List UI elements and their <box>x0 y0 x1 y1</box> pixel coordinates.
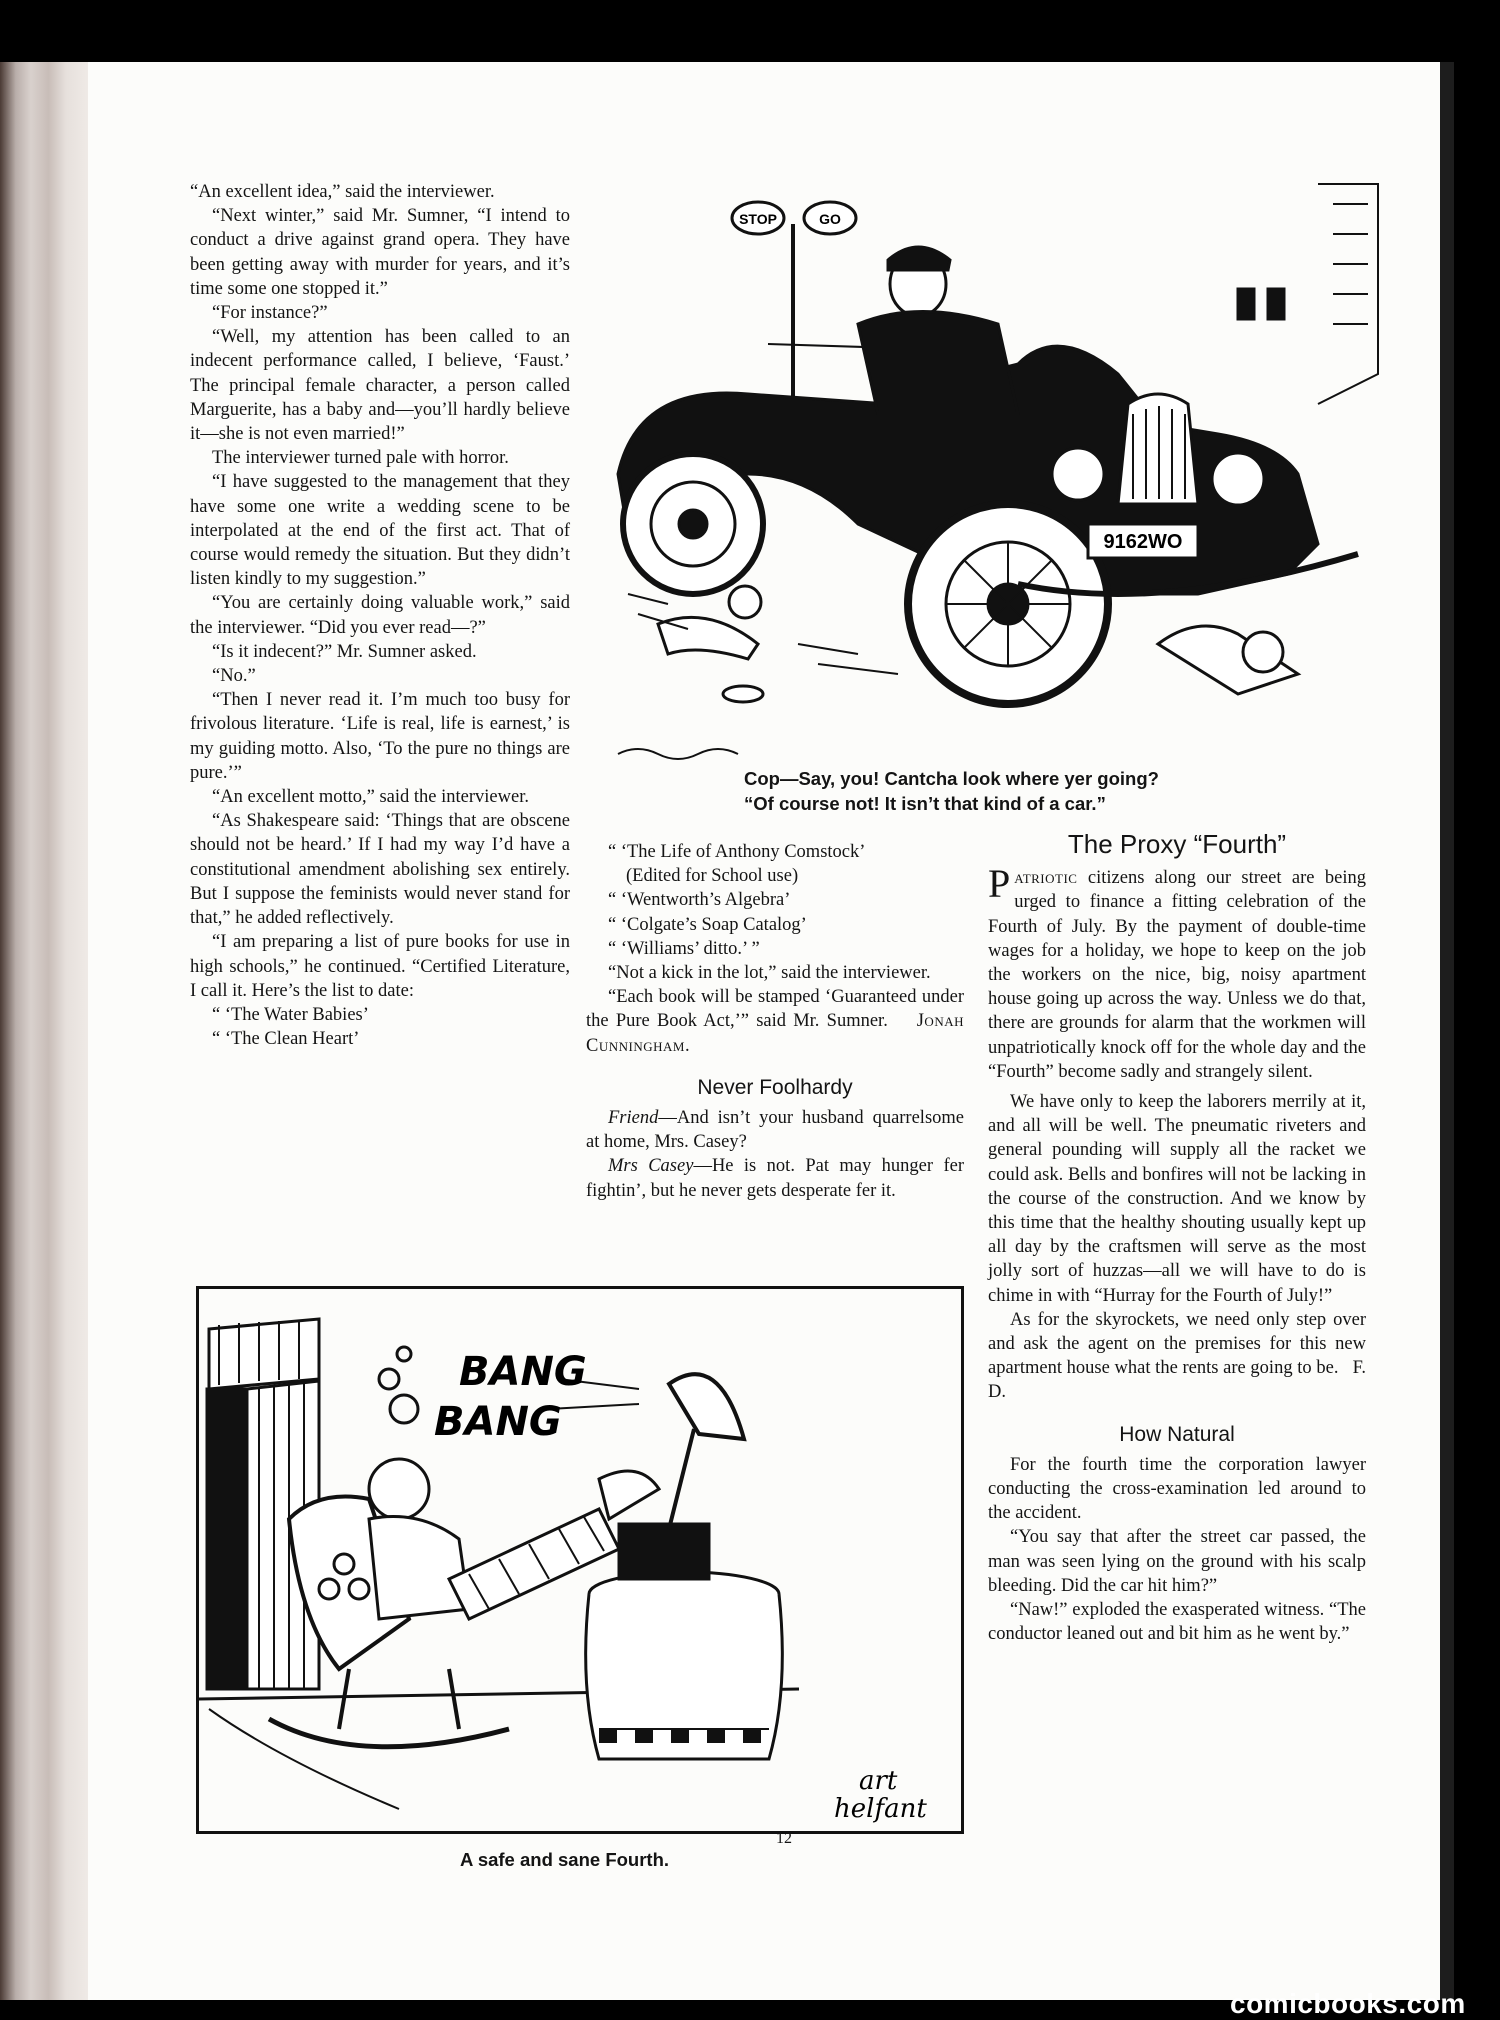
paragraph <box>988 1308 1366 1405</box>
paragraph: “For instance?” <box>212 303 328 324</box>
paragraph: “An excellent idea,” said the interviewer. <box>190 182 495 202</box>
magazine-page <box>88 62 1440 2000</box>
paragraph: “Next winter,” said Mr. Sumner, “I intend to conduct a drive against grand opera. They have been getting away with murder for years, and it’s time some one stopped it.” <box>190 206 570 299</box>
author-signature: Jonah Cunningham. <box>586 1011 964 1056</box>
lead-word: atriotic <box>1014 868 1078 889</box>
paragraph: We have only to keep the laborers merrily at it, and all will be well. The pneumatic riveters and general pounding will supply all the racket we could ask. Bells and bonfires will not be lacking in the course of the construction. And we know by this time that the healthy shouting usually kept up all day by the craftsmen will serve as the most jolly sort of huzzas—all we will have to do is chime in with “Hurray for the Fourth of July!” <box>988 1092 1366 1306</box>
book-list-item: “ ‘The Clean Heart’ <box>212 1029 360 1050</box>
paragraph: “Is it indecent?” Mr. Sumner asked. <box>212 641 477 662</box>
section-heading: How Natural <box>1119 1422 1235 1446</box>
book-list-item: “ ‘Wentworth’s Algebra’ <box>608 890 791 911</box>
book-list-item: “ ‘The Life of Anthony Comstock’ <box>608 842 866 862</box>
book-list-item: (Edited for School use) <box>626 866 799 887</box>
book-list-item: “ ‘Williams’ ditto.’ ” <box>608 938 760 959</box>
paragraph: “No.” <box>212 666 256 687</box>
book-list-item: “ ‘Colgate’s Soap Catalog’ <box>608 914 807 935</box>
bang-text: BANG <box>459 1349 587 1395</box>
speaker-label: Friend <box>608 1108 659 1129</box>
paragraph-text: citizens along our street are being urged to finance a fitting celebration of the Fourth of July. By the payment of double-time wages for a holiday, we hope to keep on the job the workers on the nice, big, noisy apartment house going up across the way. Unless we do that, there are grounds for alarm that the workmen will unpatriotically knock off for the whole day and the “Fourth” become sadly and strangely silent. <box>988 868 1366 1082</box>
book-list-item: “ ‘The Water Babies’ <box>212 1004 369 1025</box>
drop-cap: P <box>988 861 1011 907</box>
paragraph: “An excellent motto,” said the interviewer. <box>212 787 529 808</box>
paragraph: “Well, my attention has been called to an indecent performance called, I believe, ‘Faust.’ The principal female character, a person called Marguerite, has a baby and—you’ll hardly believe it—she is not even married!” <box>190 327 570 445</box>
artist-signature: art <box>859 1766 898 1796</box>
artist-signature: helfant <box>834 1794 927 1824</box>
paragraph <box>586 1106 964 1154</box>
paragraph-text: “Each book will be stamped ‘Guaranteed under the Pure Book Act,’” said Mr. Sumner. <box>586 987 964 1032</box>
paragraph: The interviewer turned pale with horror. <box>212 448 509 469</box>
cartoon-drawing <box>199 1289 961 1831</box>
paragraph: “I am preparing a list of pure books for use in high schools,” he continued. “Certified Literature, I call it. Here’s the list to date: <box>190 932 570 1001</box>
caption-line: “Of course not! It isn’t that kind of a car.” <box>744 793 1106 814</box>
paragraph <box>586 985 964 1058</box>
paragraph: “Then I never read it. I’m much too busy for frivolous literature. ‘Life is real, life is earnest,’ is my guiding motto. Also, ‘To the pure no things are pure.’” <box>190 690 570 783</box>
section-heading: The Proxy “Fourth” <box>1067 829 1287 859</box>
paragraph: “Naw!” exploded the exasperated witness. “The conductor leaned out and bit him as he went by.” <box>988 1600 1366 1645</box>
dialogue-text: —He is not. Pat may hunger fer fightin’, but he never gets desperate fer it. <box>586 1156 964 1201</box>
site-watermark: comicbooks.com <box>1230 1988 1466 2019</box>
dialogue-text: —And isn’t your husband quarrelsome at home, Mrs. Casey? <box>586 1108 964 1153</box>
go-sign: GO <box>819 211 841 227</box>
car-drawing <box>598 174 1418 814</box>
book-spine <box>0 62 88 2000</box>
paragraph <box>586 1154 964 1202</box>
caption-line: Cop—Say, you! Cantcha look where yer going? <box>744 768 1159 789</box>
paragraph: For the fourth time the corporation lawyer conducting the cross-examination led around to the accident. <box>988 1454 1366 1524</box>
fourth-cartoon <box>196 1286 964 1834</box>
car-illustration <box>598 174 1418 814</box>
author-signature: F. D. <box>988 1358 1366 1403</box>
column-middle <box>586 840 964 1203</box>
paragraph <box>988 861 1366 1084</box>
speaker-label: Mrs Casey <box>608 1156 694 1177</box>
page-number: 12 <box>776 1830 792 1847</box>
column-left <box>190 180 570 1051</box>
cartoon-caption: A safe and sane Fourth. <box>460 1849 670 1870</box>
paragraph: “Not a kick in the lot,” said the interviewer. <box>608 963 931 984</box>
bang-text: BANG <box>434 1399 562 1445</box>
right-page-edge <box>1440 62 1500 2000</box>
column-right <box>988 829 1366 1647</box>
paragraph-text: As for the skyrockets, we need only step over and ask the agent on the premises for this new apartment house what the rents are going to be. <box>988 1309 1366 1379</box>
license-plate: 9162WO <box>1103 531 1183 553</box>
stop-sign: STOP <box>739 211 777 227</box>
paragraph: “You say that after the street car passed, the man was seen lying on the ground with his scalp bleeding. Did the car hit him?” <box>988 1527 1366 1596</box>
section-heading: Never Foolhardy <box>697 1075 853 1099</box>
paragraph: “You are certainly doing valuable work,” said the interviewer. “Did you ever read—?” <box>190 593 570 638</box>
car-caption <box>744 766 1344 816</box>
paragraph: “As Shakespeare said: ‘Things that are obscene should not be heard.’ If I had my way I’d have a constitutional amendment abolishing sex entirely. But I suppose the feminists would never stand for that,” he added reflectively. <box>190 811 570 929</box>
paragraph: “I have suggested to the management that they have some one write a wedding scene to be interpolated at the end of the first act. That of course would remedy the situation. But they didn’t listen kindly to my suggestion.” <box>190 472 570 590</box>
